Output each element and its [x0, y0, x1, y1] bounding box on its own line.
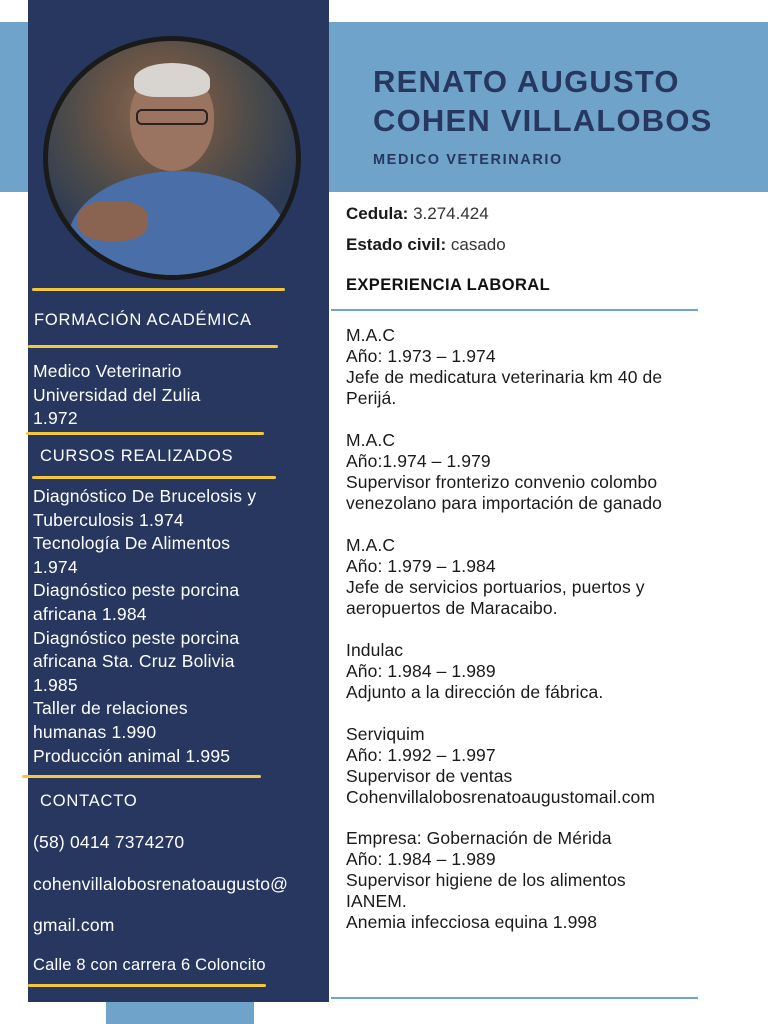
curso-line: Diagnóstico De Brucelosis y	[33, 486, 257, 506]
curso-line: Producción animal 1.995	[33, 745, 231, 766]
contact-address: Calle 8 con carrera 6 Coloncito	[33, 956, 266, 974]
job-line: Supervisor fronterizo convenio colombo	[346, 472, 658, 492]
section-title-formacion: FORMACIÓN ACADÉMICA	[34, 311, 252, 329]
job-line[interactable]: Cohenvillalobosrenatoaugustomail.com	[346, 787, 656, 807]
job-line: Año: 1.984 – 1.989	[346, 661, 496, 681]
curso-line: Tuberculosis 1.974	[33, 509, 184, 530]
divider-line	[22, 775, 261, 778]
job-line: IANEM.	[346, 891, 407, 911]
job-entry	[346, 640, 603, 703]
job-line: M.A.C	[346, 325, 396, 345]
job-line: Jefe de medicatura veterinaria km 40 de	[346, 367, 663, 387]
job-line: Supervisor de ventas	[346, 766, 513, 786]
cursos-list	[33, 485, 256, 768]
section-title-experiencia: EXPERIENCIA LABORAL	[346, 276, 551, 294]
formacion-line: Universidad del Zulia	[33, 384, 201, 405]
curso-line: africana 1.984	[33, 603, 147, 624]
estado-civil-value: casado	[450, 235, 506, 254]
job-line: Año: 1.992 – 1.997	[346, 745, 496, 765]
job-line: Serviquim	[346, 724, 425, 744]
job-line: Adjunto a la dirección de fábrica.	[346, 682, 604, 702]
job-line: venezolano para importación de ganado	[346, 493, 663, 513]
cedula-value: 3.274.424	[413, 204, 489, 223]
name-line: COHEN VILLALOBOS	[373, 103, 713, 138]
divider-line	[26, 432, 264, 435]
job-line: Supervisor higiene de los alimentos	[346, 870, 626, 890]
job-line: Perijá.	[346, 388, 397, 408]
curso-line: 1.974	[33, 556, 78, 577]
contact-email-line1[interactable]: cohenvillalobosrenatoaugusto@	[33, 874, 289, 894]
job-line: Empresa: Gobernación de Mérida	[346, 828, 612, 848]
divider-line	[28, 984, 266, 987]
curso-line: 1.985	[33, 674, 78, 695]
job-line: M.A.C	[346, 430, 396, 450]
estado-civil-field	[346, 235, 506, 255]
photo-hair	[134, 63, 210, 97]
profile-photo	[43, 36, 301, 280]
job-entry	[346, 724, 655, 808]
job-entry	[346, 325, 662, 409]
job-line: Año: 1.973 – 1.974	[346, 346, 496, 366]
contact-phone[interactable]: (58) 0414 7374270	[33, 832, 185, 852]
job-line: Año: 1.984 – 1.989	[346, 849, 496, 869]
name-line: RENATO AUGUSTO	[373, 64, 680, 99]
job-line: Año: 1.979 – 1.984	[346, 556, 496, 576]
job-line: M.A.C	[346, 535, 396, 555]
divider-line	[32, 288, 285, 291]
job-line: aeropuertos de Maracaibo.	[346, 598, 558, 618]
curso-line: humanas 1.990	[33, 721, 157, 742]
job-line: Jefe de servicios portuarios, puertos y	[346, 577, 645, 597]
formacion-list	[33, 360, 201, 431]
formacion-line: Medico Veterinario	[33, 361, 182, 381]
divider-line	[32, 476, 276, 479]
job-entry	[346, 535, 645, 619]
person-name	[373, 62, 713, 140]
divider-line	[331, 309, 698, 311]
photo-glasses	[136, 109, 208, 125]
curso-line: Tecnología De Alimentos	[33, 533, 231, 554]
curso-line: Taller de relaciones	[33, 698, 188, 719]
formacion-line: 1.972	[33, 408, 78, 429]
curso-line: Diagnóstico peste porcina	[33, 580, 240, 601]
profession-title: MEDICO VETERINARIO	[373, 152, 563, 168]
cedula-label: Cedula:	[346, 204, 409, 223]
curso-line: africana Sta. Cruz Bolivia	[33, 651, 235, 672]
job-entry	[346, 430, 662, 514]
job-entry	[346, 828, 626, 933]
section-title-contacto: CONTACTO	[40, 792, 138, 810]
curso-line: Diagnóstico peste porcina	[33, 627, 240, 648]
photo-hand	[78, 201, 148, 241]
contact-email-line2[interactable]: gmail.com	[33, 915, 115, 935]
divider-line	[28, 345, 278, 348]
job-line: Indulac	[346, 640, 404, 660]
estado-civil-label: Estado civil:	[346, 235, 447, 254]
divider-line	[331, 997, 698, 999]
job-line: Año:1.974 – 1.979	[346, 451, 491, 471]
cedula-field	[346, 204, 489, 224]
section-title-cursos: CURSOS REALIZADOS	[40, 447, 234, 465]
job-line: Anemia infecciosa equina 1.998	[346, 912, 598, 932]
